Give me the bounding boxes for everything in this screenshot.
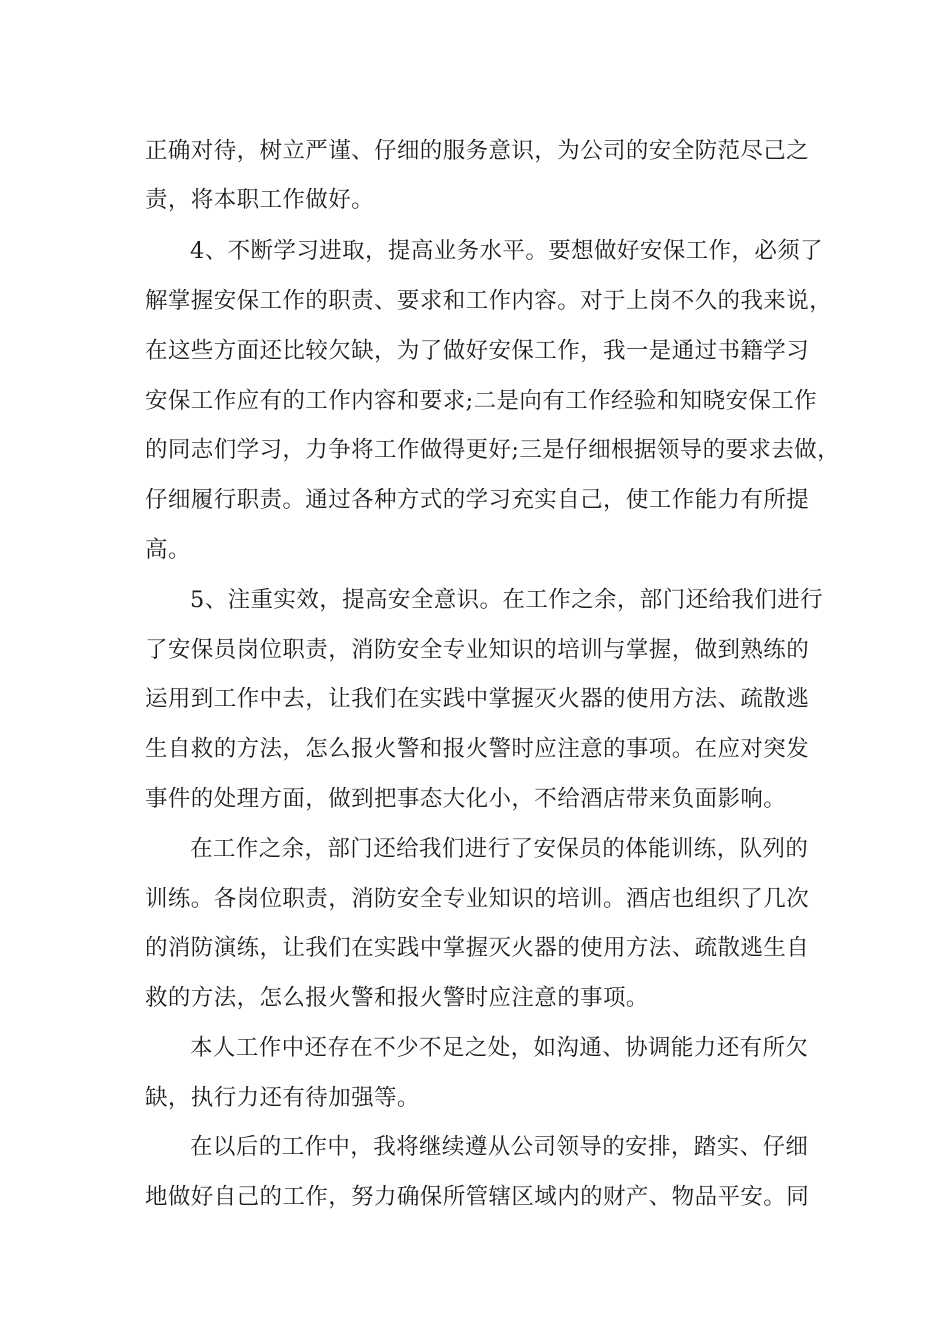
- paragraph-first-line: 5、注重实效，提高安全意识。在工作之余，部门还给我们进行: [190, 587, 824, 613]
- paragraph-first-line: 在工作之余，部门还给我们进行了安保员的体能训练，队列的: [190, 836, 809, 862]
- text-line: 生自救的方法，怎么报火警和报火警时应注意的事项。在应对突发: [145, 736, 810, 762]
- text-line: 高。: [145, 537, 191, 563]
- text-line: 训练。各岗位职责，消防安全专业知识的培训。酒店也组织了几次: [145, 886, 810, 912]
- text-line: 的消防演练，让我们在实践中掌握灭火器的使用方法、疏散逃生自: [145, 935, 810, 961]
- text-line: 在这些方面还比较欠缺，为了做好安保工作，我一是通过书籍学习: [145, 338, 810, 364]
- paragraph-first-line: 在以后的工作中，我将继续遵从公司领导的安排，踏实、仔细: [190, 1134, 809, 1160]
- text-line: 运用到工作中去，让我们在实践中掌握灭火器的使用方法、疏散逃: [145, 686, 810, 712]
- paragraph-first-line: 4、不断学习进取，提高业务水平。要想做好安保工作，必须了: [190, 238, 824, 264]
- text-line: 缺，执行力还有待加强等。: [145, 1085, 420, 1111]
- text-line: 正确对待，树立严谨、仔细的服务意识，为公司的安全防范尽己之: [145, 138, 810, 164]
- text-line: 仔细履行职责。通过各种方式的学习充实自己，使工作能力有所提: [145, 487, 810, 513]
- paragraph-first-line: 本人工作中还存在不少不足之处，如沟通、协调能力还有所欠: [190, 1035, 809, 1061]
- text-line: 地做好自己的工作，努力确保所管辖区域内的财产、物品平安。同: [145, 1184, 810, 1210]
- text-line: 的同志们学习，力争将工作做得更好;三是仔细根据领导的要求去做，: [145, 437, 840, 463]
- text-line: 安保工作应有的工作内容和要求;二是向有工作经验和知晓安保工作: [145, 388, 818, 414]
- text-line: 救的方法，怎么报火警和报火警时应注意的事项。: [145, 985, 649, 1011]
- text-line: 责，将本职工作做好。: [145, 187, 375, 213]
- text-line: 事件的处理方面，做到把事态大化小，不给酒店带来负面影响。: [145, 786, 787, 812]
- text-line: 解掌握安保工作的职责、要求和工作内容。对于上岗不久的我来说，: [145, 288, 833, 314]
- text-line: 了安保员岗位职责，消防安全专业知识的培训与掌握，做到熟练的: [145, 637, 810, 663]
